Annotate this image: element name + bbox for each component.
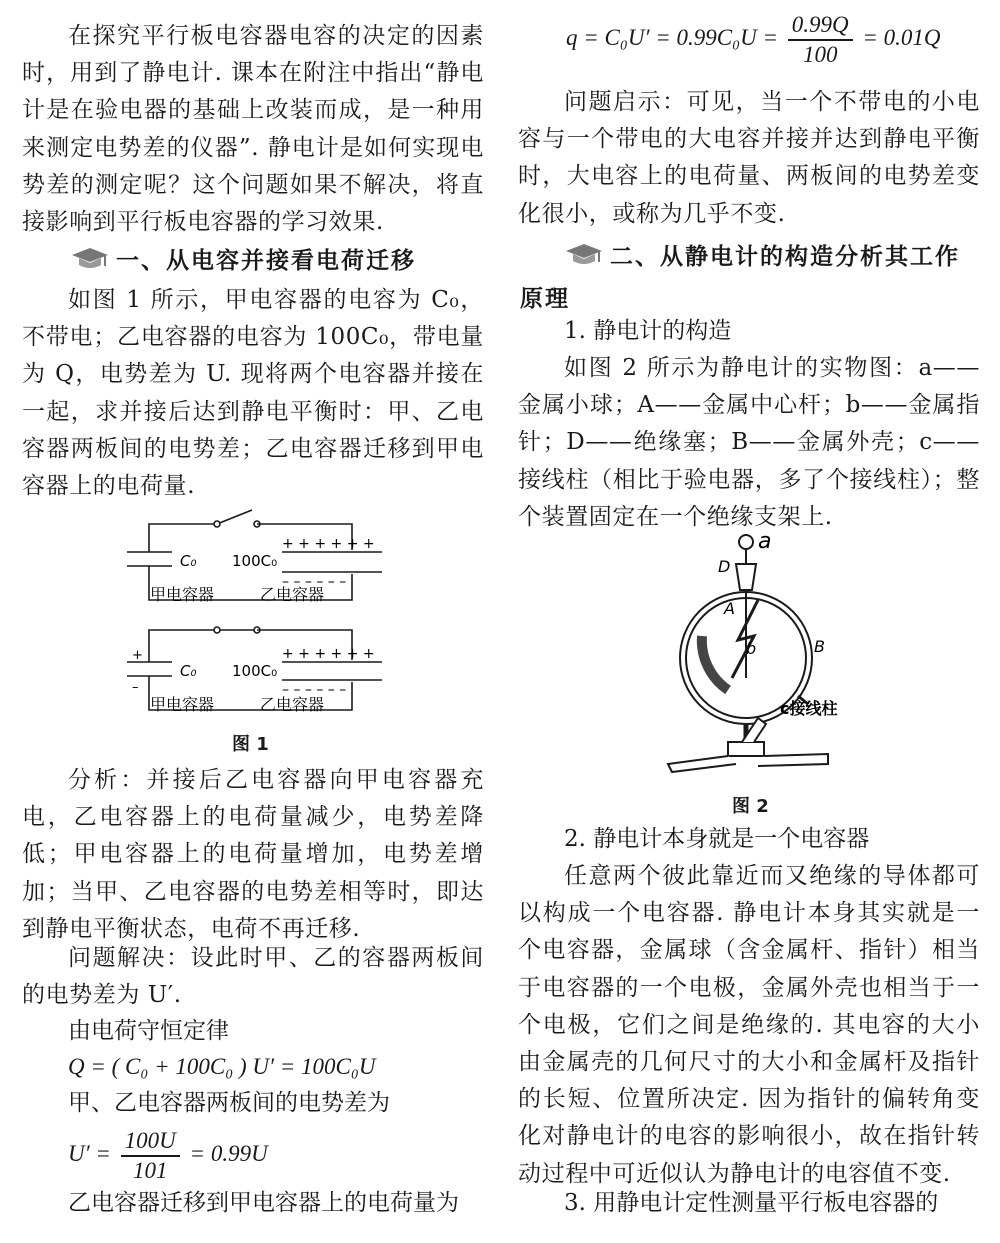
eq2-denominator: 101 xyxy=(132,1157,168,1183)
subheading-1: 1. 静电计的构造 xyxy=(564,318,732,344)
eq2-rhs: = 0.99U xyxy=(189,1141,268,1166)
eq2-fraction xyxy=(121,1127,180,1185)
figure-1-caption: 图 1 xyxy=(232,734,269,755)
c0-label-top: C₀ xyxy=(180,552,197,570)
jia-label-bottom: 甲电容器 xyxy=(150,695,215,714)
fig2-label-B: B xyxy=(814,637,825,656)
equation-3 xyxy=(566,8,941,69)
intro-paragraph: 在探究平行板电容器电容的决定的因素时，用到了静电计. 课本在附注中指出“静电计是在验电器的基础上改装而成，是一种用来测定电势差的仪器”. 静电计是如何实现电势差的测定呢？这个问题如果不解决，将直接影响到平行板电容器的学习效果. xyxy=(22,23,484,236)
figure-2-electroscope xyxy=(658,528,878,788)
eq2-lhs: U′ = xyxy=(68,1141,111,1166)
transfer-line: 乙电容器迁移到甲电容器上的电荷量为 xyxy=(68,1190,459,1216)
eq3-lhs: q = C₀U′ = 0.99C₀U = xyxy=(566,25,778,50)
yi-label-top: 乙电容器 xyxy=(260,585,325,604)
fig2-label-a: a xyxy=(758,529,772,554)
structure-paragraph: 如图 2 所示为静电计的实物图：a——金属小球；A——金属中心杆；b——金属指针；D——绝缘塞；B——金属外壳；c——接线柱（相比于验电器，多了个接线柱）；整个装置固定在一个绝缘支架上. xyxy=(518,355,980,530)
fig2-label-b: b xyxy=(746,639,757,658)
minus-charges-top: – – – – – – xyxy=(282,574,347,590)
minus-small: – xyxy=(132,680,139,695)
eq3-fraction xyxy=(788,11,853,69)
minus-charges-bottom: – – – – – – xyxy=(282,682,347,698)
plus-charges-top: + + + + + + xyxy=(282,536,375,552)
section-heading-2-cont: 原理 xyxy=(520,286,570,312)
fig2-label-c: c接线柱 xyxy=(780,699,838,718)
c100-label-top: 100C₀ xyxy=(232,552,278,570)
conservation-line: 由电荷守恒定律 xyxy=(68,1018,229,1044)
graduation-cap-icon xyxy=(564,242,604,268)
eq2-numerator: 100U xyxy=(121,1127,180,1157)
eq3-denominator: 100 xyxy=(802,41,838,67)
section-heading-2-text: 二、从静电计的构造分析其工作 xyxy=(610,244,960,270)
fig2-label-D: D xyxy=(718,557,731,576)
capacitor-paragraph: 任意两个彼此靠近而又绝缘的导体都可以构成一个电容器. 静电计本身其实就是一个电容器，金属球（含金属杆、指针）相当于电容器的一个电极，金属外壳也相当于一个电极，它们之间是绝缘的. 其电容的大小由金属壳的几何尺寸的大小和金属杆及指针的长短、位置所决定. 因为指针的偏转角变化对静电计的电容的影响很小，故在指针转动过程中可近似认为静电计的电容值不变. xyxy=(518,863,980,1187)
equation-1: Q = ( C₀ + 100C₀ ) U′ = 100C₀U xyxy=(68,1054,376,1079)
subheading-2: 2. 静电计本身就是一个电容器 xyxy=(564,826,870,852)
eq3-numerator: 0.99Q xyxy=(788,11,853,41)
figure1-paragraph: 如图 1 所示，甲电容器的电容为 C₀，不带电；乙电容器的电容为 100C₀，带电量为 Q，电势差为 U. 现将两个电容器并接在一起，求并接后达到静电平衡时：甲、乙电容器两板间的电势差；乙电容器迁移到甲电容器上的电荷量. xyxy=(22,287,484,500)
jia-label-top: 甲电容器 xyxy=(150,585,215,604)
section-heading-1 xyxy=(70,242,416,275)
voltage-line: 甲、乙电容器两板间的电势差为 xyxy=(68,1090,390,1116)
hint-paragraph: 问题启示：可见，当一个不带电的小电容与一个带电的大电容并接并达到静电平衡时，大电容上的电荷量、两板间的电势差变化很小，或称为几乎不变. xyxy=(518,89,980,227)
plus-charges-bottom: + + + + + + xyxy=(282,646,375,662)
eq3-rhs: = 0.01Q xyxy=(862,25,941,50)
figure-1-circuit xyxy=(122,500,382,730)
analysis-paragraph: 分析：并接后乙电容器向甲电容器充电，乙电容器上的电荷量减少，电势差降低；甲电容器上的电荷量增加，电势差增加；当甲、乙电容器的电势差相等时，即达到静电平衡状态，电荷不再迁移. xyxy=(22,767,484,942)
equation-2 xyxy=(68,1124,268,1185)
subheading-3: 3. 用静电计定性测量平行板电容器的 xyxy=(564,1190,939,1216)
c100-label-bottom: 100C₀ xyxy=(232,662,278,680)
c0-label-bottom: C₀ xyxy=(180,662,197,680)
section-heading-1-text: 一、从电容并接看电荷迁移 xyxy=(116,248,416,274)
fig2-label-A: A xyxy=(724,599,735,618)
yi-label-bottom: 乙电容器 xyxy=(260,695,325,714)
graduation-cap-icon xyxy=(70,246,110,272)
plus-small: + xyxy=(132,648,143,663)
section-heading-2 xyxy=(564,238,960,271)
figure-2-caption: 图 2 xyxy=(732,796,769,817)
solve-paragraph: 问题解决：设此时甲、乙的容器两板间的电势差为 U′. xyxy=(22,945,484,1009)
